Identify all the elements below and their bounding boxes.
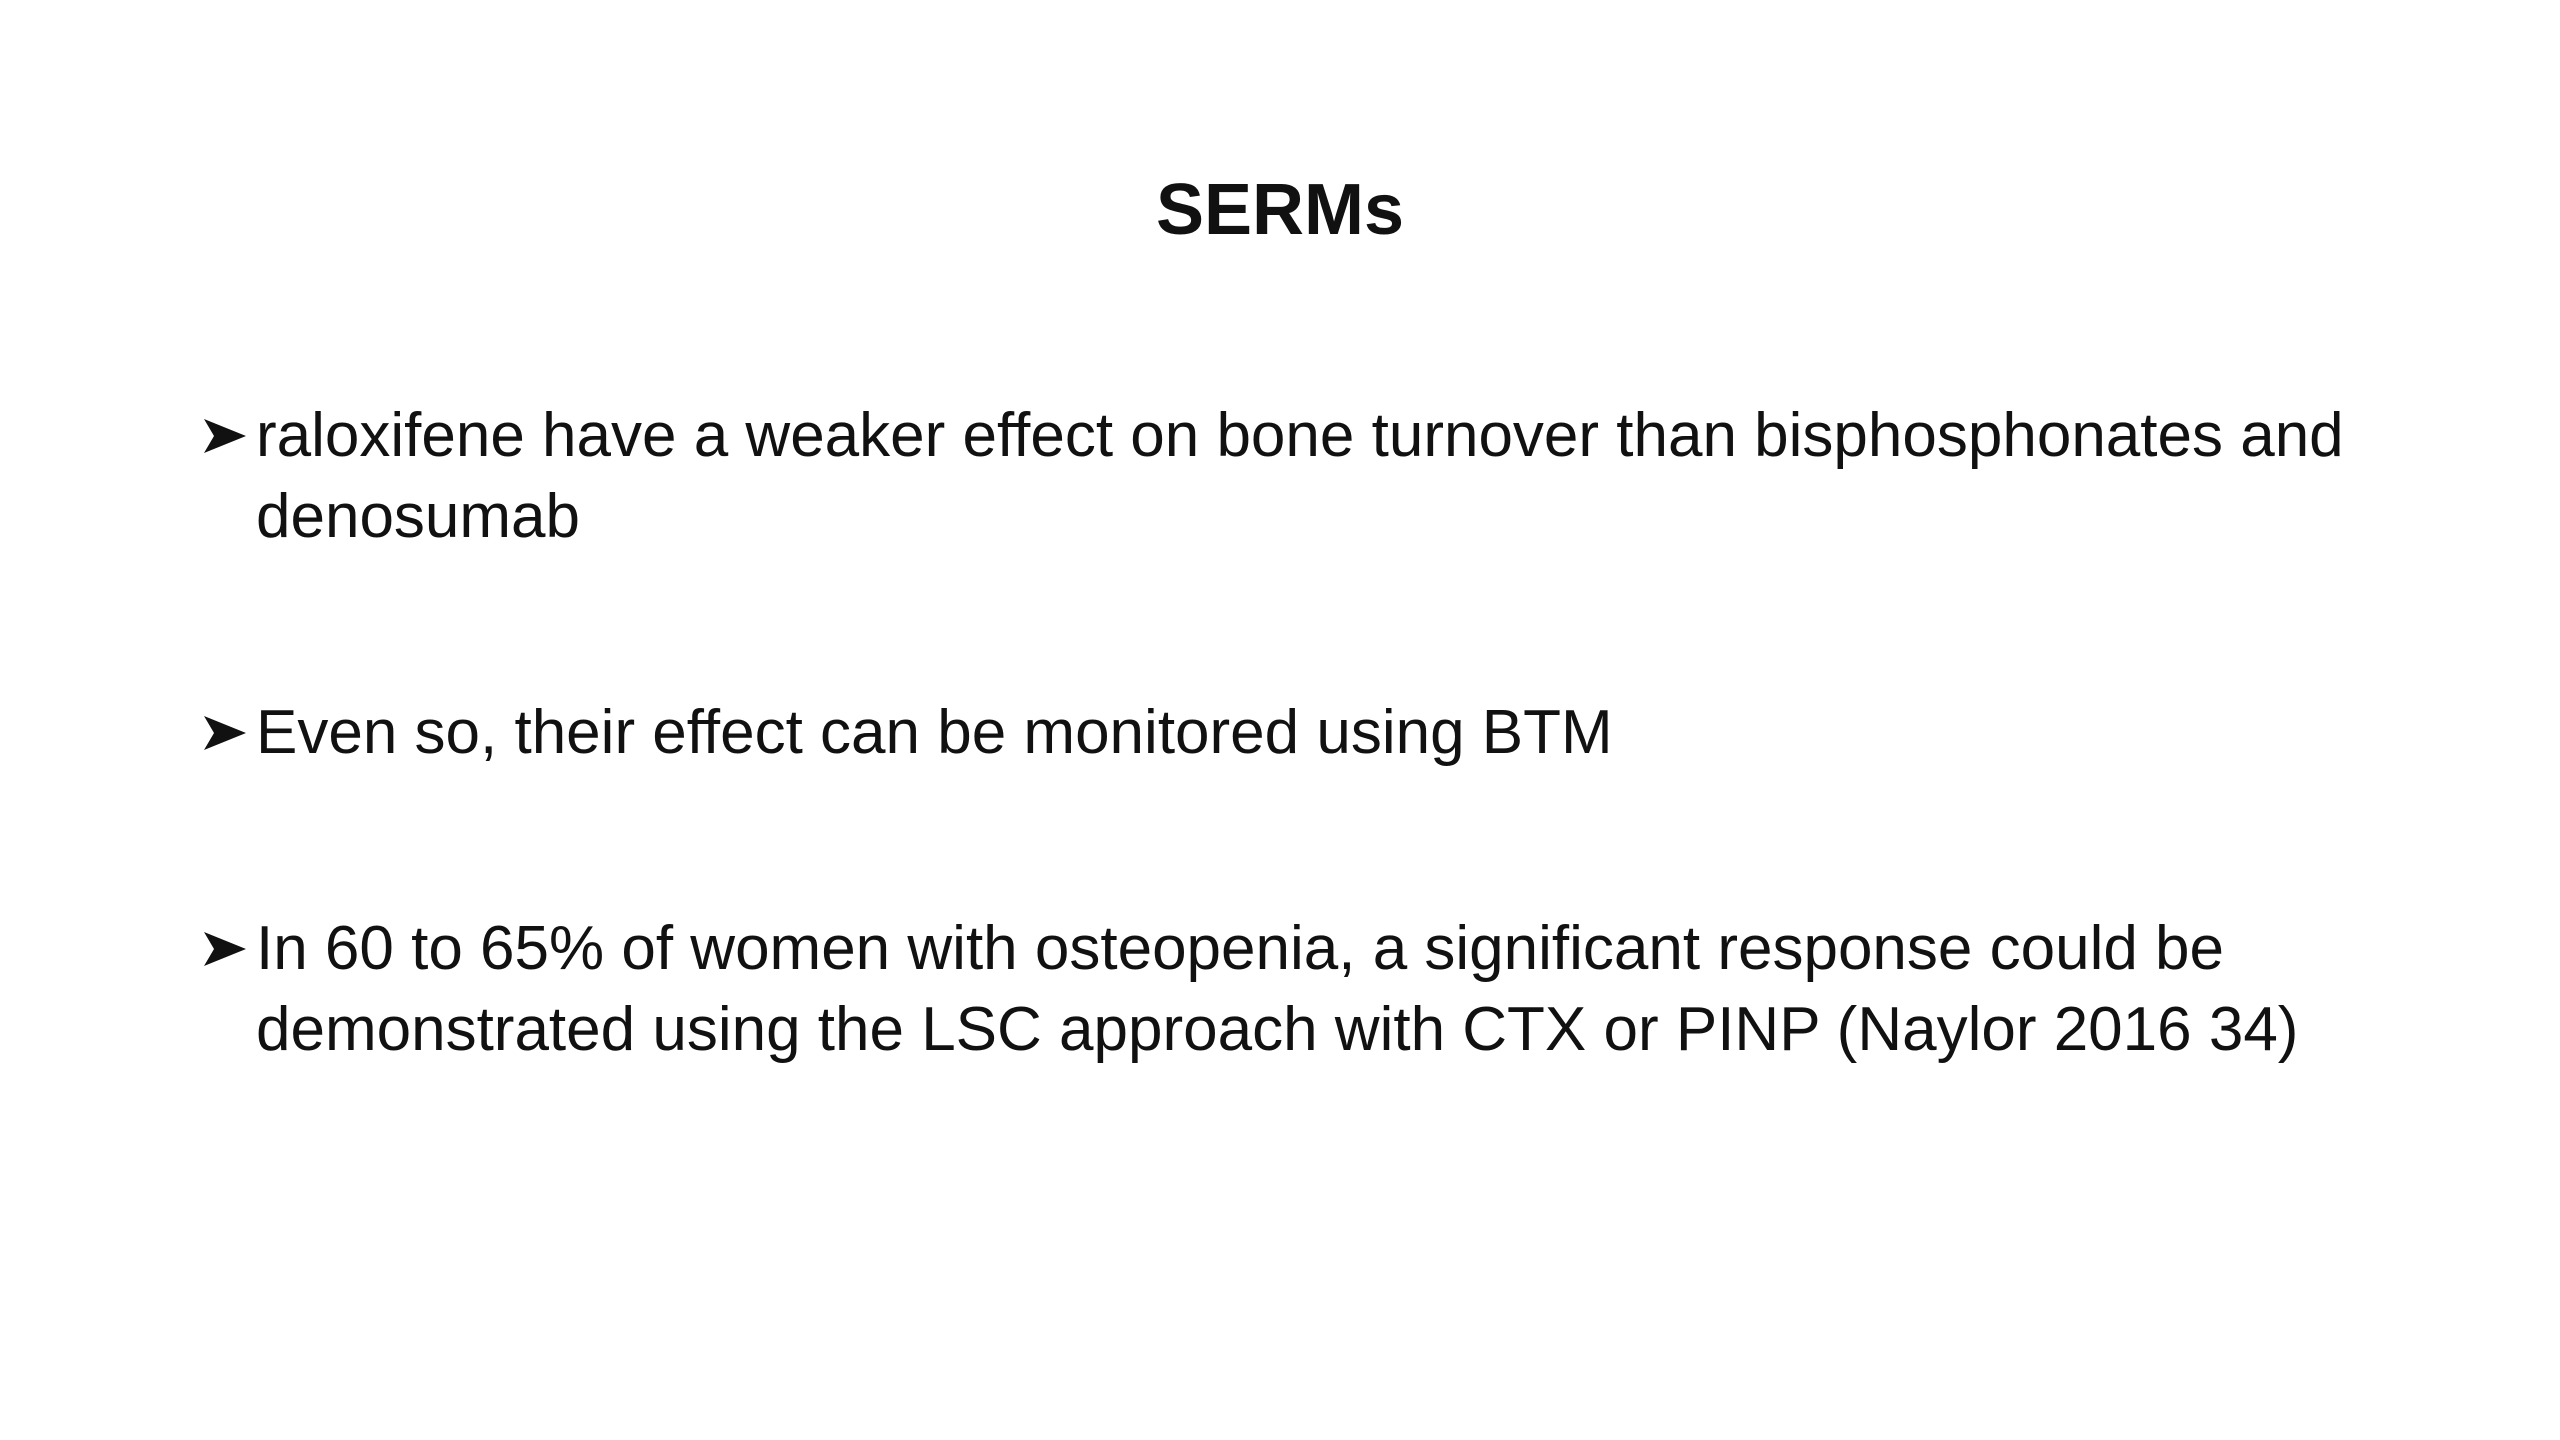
bullet-text: In 60 to 65% of women with osteopenia, a significant response could be demonstrated using the LSC approach with CTX or PINP (Naylor 2016 34) bbox=[256, 914, 2299, 1064]
bullet-text: Even so, their effect can be monitored using BTM bbox=[256, 698, 1613, 767]
bullet-list bbox=[200, 395, 2440, 1070]
bullet-item bbox=[200, 908, 2440, 1070]
slide-title: SERMs bbox=[1155, 170, 1405, 250]
arrow-bullet-icon bbox=[200, 411, 250, 461]
arrow-bullet-icon bbox=[200, 924, 250, 974]
arrow-bullet-icon bbox=[200, 708, 250, 758]
bullet-text: raloxifene have a weaker effect on bone turnover than bisphosphonates and denosumab bbox=[256, 401, 2344, 551]
bullet-item bbox=[200, 395, 2440, 557]
bullet-item bbox=[200, 692, 2440, 773]
